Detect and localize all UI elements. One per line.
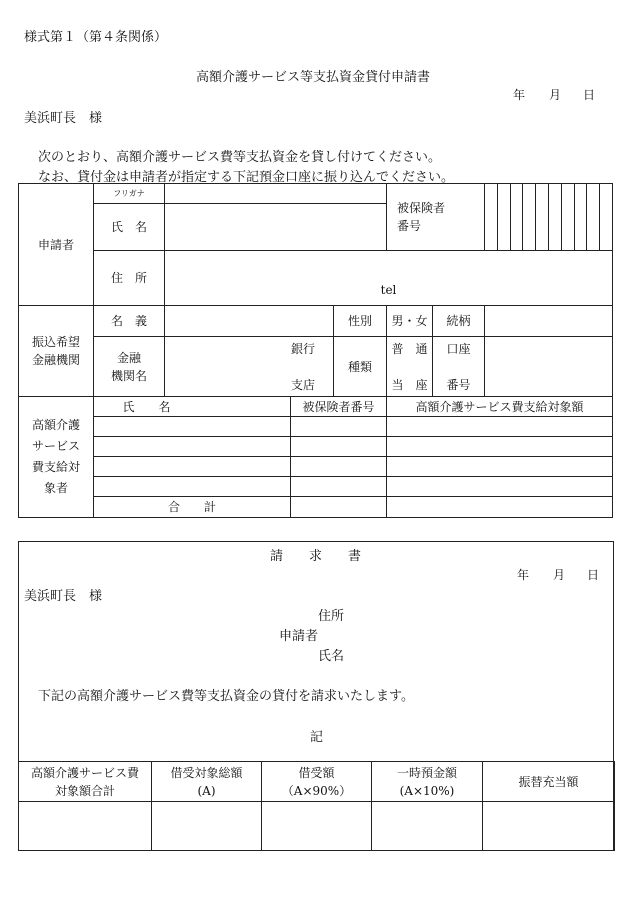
claim-target-total-input[interactable] [19,802,152,851]
claim-header-target-total: 高額介護サービス費 対象額合計 [19,762,152,802]
furigana-input[interactable] [165,184,387,204]
date-line [513,86,595,103]
claim-header-loan-total: 借受対象総額 (A) [152,762,262,802]
account-type-options[interactable]: 普 通 当 座 [387,337,433,397]
claim-table [18,761,615,851]
table-row[interactable] [19,437,613,457]
recipients-header-name: 氏 名 [165,397,291,417]
recipients-header-insured-no: 被保険者番号 [291,397,387,417]
claim-transfer-input[interactable] [483,802,615,851]
bank-section-label: 振込希望 金融機関 [19,306,94,397]
date-day: 日 [583,88,596,102]
page-title: 高額介護サービス等支払資金貸付申請書 [196,70,431,85]
address-label: 住 所 [94,251,165,306]
claim-title: 請 求 書 [270,549,362,564]
account-number-input[interactable] [485,337,613,397]
relation-input[interactable] [485,306,613,337]
total-amount[interactable] [387,497,613,518]
table-row[interactable] [19,457,613,477]
institution-input[interactable] [165,337,334,397]
claim-header-deposit: 一時預金額 (A×10%) [372,762,483,802]
claim-date-month: 月 [553,568,566,582]
claim-date-line [517,566,599,583]
holder-label: 名 義 [94,306,165,337]
claim-ki: 記 [310,730,324,745]
gender-options[interactable]: 男・女 [387,306,433,337]
claim-values-row[interactable] [19,802,615,851]
tel-label: tel [380,283,397,297]
claim-body: 下記の高額介護サービス費等支払資金の貸付を請求いたします。 [38,689,414,704]
claim-applicant-label: 申請者 [279,629,319,644]
claim-header-transfer: 振替充当額 [483,762,615,802]
applicant-section-label: 申請者 [19,184,94,306]
name-input[interactable] [165,204,387,251]
branch-suffix: 支店 [290,377,315,392]
recipients-section-label: 高額介護 サービス 費支給対 象者 [19,397,94,518]
gender-label: 性別 [334,306,387,337]
claim-address-label: 住所 [318,609,345,624]
table-row[interactable] [19,477,613,497]
date-year: 年 [513,88,526,102]
claim-loan-total-input[interactable] [152,802,262,851]
date-month: 月 [549,88,562,102]
account-number-label: 口座 番号 [433,337,485,397]
bank-suffix: 銀行 [290,341,315,356]
claim-header-loan-amount: 借受額 （A×90%） [262,762,372,802]
table-row[interactable] [19,417,613,437]
form-label: 様式第１（第４条関係） [24,30,168,45]
intro-line-2: なお、貸付金は申請者が指定する下記預金口座に振り込んでください。 [38,170,455,185]
name-label: 氏 名 [94,204,165,251]
application-table [18,183,613,518]
address-input[interactable] [165,251,613,306]
intro-line-1: 次のとおり、高額介護サービス費等支払資金を貸し付けてください。 [38,150,442,165]
claim-name-label: 氏名 [318,649,345,664]
furigana-label: フリガナ [94,184,165,204]
insured-number-label: 被保険者 番号 [387,184,485,251]
total-label: 合 計 [94,497,291,518]
claim-deposit-input[interactable] [372,802,483,851]
relation-label: 続柄 [433,306,485,337]
institution-label: 金融 機関名 [94,337,165,397]
addressee: 美浜町長 様 [24,111,103,126]
claim-loan-amount-input[interactable] [262,802,372,851]
holder-input[interactable] [165,306,334,337]
insured-number-boxes[interactable] [485,184,613,251]
total-insured-no[interactable] [291,497,387,518]
account-type-label: 種類 [334,337,387,397]
claim-date-day: 日 [587,568,600,582]
claim-date-year: 年 [517,568,530,582]
recipients-header-amount: 高額介護サービス費支給対象額 [387,397,613,417]
claim-addressee: 美浜町長 様 [24,589,103,604]
